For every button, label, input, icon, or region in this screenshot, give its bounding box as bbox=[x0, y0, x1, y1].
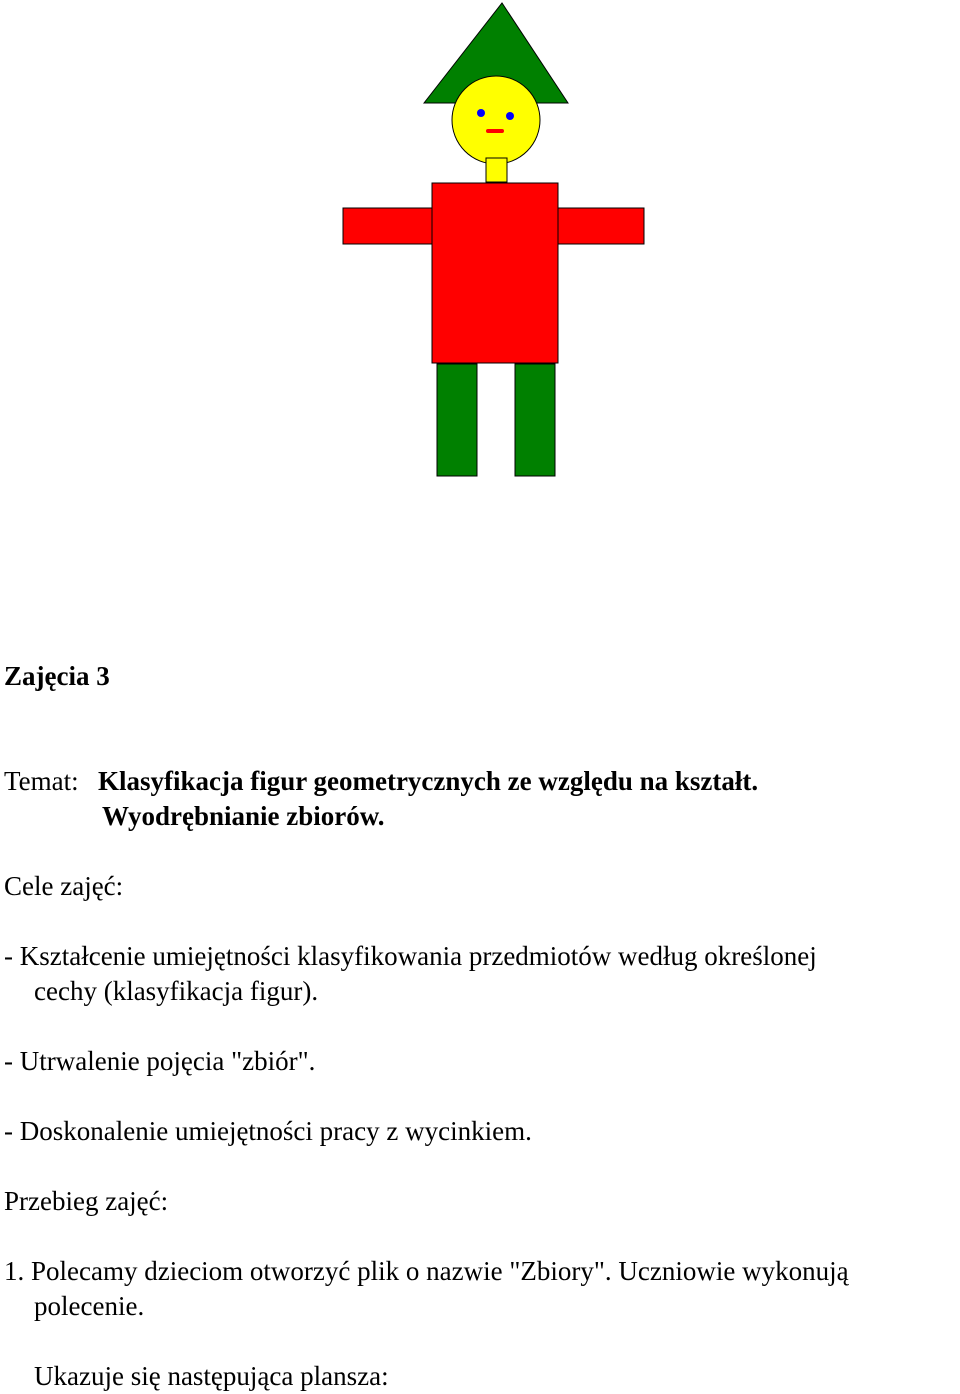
body-rectangle bbox=[432, 183, 558, 363]
goal-item-3: - Doskonalenie umiejętności pracy z wycinkiem. bbox=[4, 1116, 532, 1146]
topic-label: Temat: bbox=[4, 766, 79, 796]
goal-item-2: - Utrwalenie pojęcia "zbiór". bbox=[4, 1046, 316, 1076]
mouth bbox=[486, 129, 504, 133]
face-circle bbox=[452, 76, 540, 164]
goal-item-1-line-2: cechy (klasyfikacja figur). bbox=[34, 976, 319, 1006]
geometric-figure-illustration bbox=[0, 0, 960, 480]
course-step-1-line-2: polecenie. bbox=[34, 1291, 145, 1321]
goal-item-1-line-1: - Kształcenie umiejętności klasyfikowania przedmiotów według określonej bbox=[4, 941, 817, 971]
right-leg-rectangle bbox=[515, 364, 555, 476]
left-leg-rectangle bbox=[437, 364, 477, 476]
right-eye bbox=[506, 112, 514, 120]
lesson-heading: Zajęcia 3 bbox=[4, 661, 110, 691]
course-label: Przebieg zajęć: bbox=[4, 1186, 169, 1216]
topic-line-1: Klasyfikacja figur geometrycznych ze względu na kształt. bbox=[98, 766, 759, 796]
neck-rectangle bbox=[486, 158, 507, 182]
left-arm-rectangle bbox=[343, 208, 432, 244]
course-step-1-line-1: 1. Polecamy dzieciom otworzyć plik o nazwie "Zbiory". Uczniowie wykonują bbox=[4, 1256, 849, 1286]
right-arm-rectangle bbox=[556, 208, 644, 244]
topic-line-2: Wyodrębnianie zbiorów. bbox=[102, 801, 385, 831]
left-eye bbox=[477, 109, 485, 117]
course-step-1-line-3: Ukazuje się następująca plansza: bbox=[34, 1361, 389, 1391]
goals-label: Cele zajęć: bbox=[4, 871, 124, 901]
